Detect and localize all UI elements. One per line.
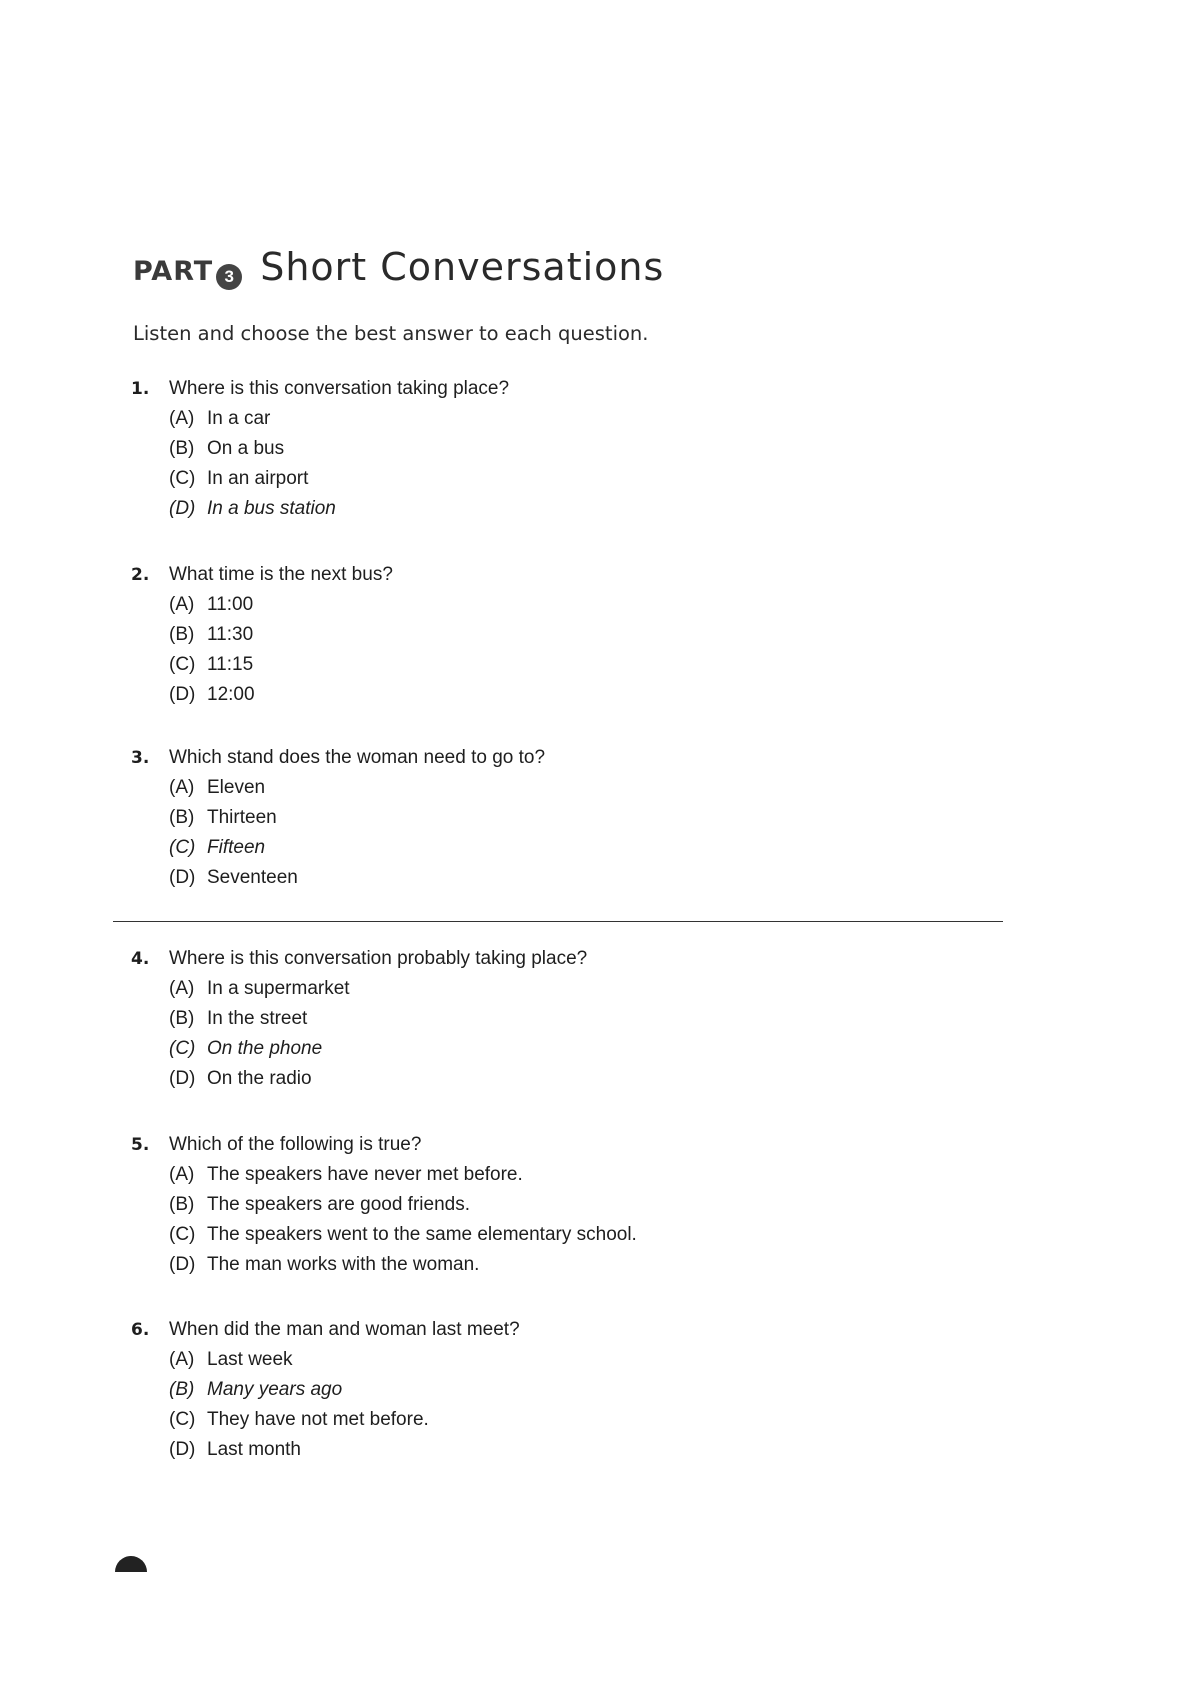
page-tab-icon xyxy=(115,1556,147,1572)
question-1 xyxy=(131,374,951,524)
option-letter: (C) xyxy=(169,1038,196,1059)
option-letter: (B) xyxy=(169,807,195,828)
option-b[interactable] xyxy=(169,434,951,464)
option-letter: (D) xyxy=(169,1068,196,1089)
option-text: Fifteen xyxy=(207,837,266,858)
option-text: In an airport xyxy=(207,468,309,489)
option-letter: (D) xyxy=(169,498,196,519)
question-2 xyxy=(131,560,951,710)
question-number: 6. xyxy=(131,1320,150,1340)
option-a[interactable] xyxy=(169,1345,951,1375)
option-text: The speakers have never met before. xyxy=(207,1164,523,1185)
option-text: On the radio xyxy=(207,1068,312,1089)
option-a[interactable] xyxy=(169,773,951,803)
option-letter: (A) xyxy=(169,777,195,798)
option-letter: (C) xyxy=(169,837,196,858)
option-b[interactable] xyxy=(169,1190,951,1220)
option-text: Eleven xyxy=(207,777,266,798)
option-text: In the street xyxy=(207,1008,308,1029)
option-c[interactable] xyxy=(169,464,951,494)
question-number: 1. xyxy=(131,379,150,399)
option-d[interactable] xyxy=(169,863,951,893)
option-d[interactable] xyxy=(169,1250,951,1280)
option-b[interactable] xyxy=(169,1375,951,1405)
option-letter: (C) xyxy=(169,1409,196,1430)
option-text: Last month xyxy=(207,1439,301,1460)
option-a[interactable] xyxy=(169,974,951,1004)
option-letter: (B) xyxy=(169,624,195,645)
instruction-text: Listen and choose the best answer to each question. xyxy=(133,322,649,345)
option-letter: (A) xyxy=(169,978,195,999)
option-text: On a bus xyxy=(207,438,285,459)
option-letter: (D) xyxy=(169,867,196,888)
option-text: 11:30 xyxy=(207,624,254,645)
question-text: Where is this conversation probably taking place? xyxy=(169,948,588,969)
option-b[interactable] xyxy=(169,620,951,650)
question-text: Which of the following is true? xyxy=(169,1134,422,1155)
option-text: The man works with the woman. xyxy=(207,1254,480,1275)
option-text: Last week xyxy=(207,1349,293,1370)
option-text: Many years ago xyxy=(207,1379,343,1400)
option-text: 11:00 xyxy=(207,594,254,615)
option-b[interactable] xyxy=(169,1004,951,1034)
option-d[interactable] xyxy=(169,1435,951,1465)
option-letter: (A) xyxy=(169,1164,195,1185)
question-3 xyxy=(131,743,951,893)
option-d[interactable] xyxy=(169,1064,951,1094)
option-list xyxy=(131,974,951,1094)
option-text: The speakers went to the same elementary school. xyxy=(207,1224,637,1245)
option-list xyxy=(131,773,951,893)
option-text: Seventeen xyxy=(207,867,298,888)
option-list xyxy=(131,404,951,524)
option-letter: (D) xyxy=(169,684,196,705)
part-title: Short Conversations xyxy=(260,245,665,289)
option-text: The speakers are good friends. xyxy=(207,1194,470,1215)
option-letter: (C) xyxy=(169,1224,196,1245)
option-c[interactable] xyxy=(169,650,951,680)
page-footer xyxy=(115,1556,147,1572)
option-text: In a car xyxy=(207,408,271,429)
option-letter: (B) xyxy=(169,1379,195,1400)
option-list xyxy=(131,590,951,710)
option-c[interactable] xyxy=(169,833,951,863)
option-letter: (C) xyxy=(169,654,196,675)
question-text: Where is this conversation taking place? xyxy=(169,378,510,399)
question-text: What time is the next bus? xyxy=(169,564,393,585)
option-text: Thirteen xyxy=(207,807,277,828)
question-number: 2. xyxy=(131,565,150,585)
option-text: In a supermarket xyxy=(207,978,350,999)
option-d[interactable] xyxy=(169,494,951,524)
option-c[interactable] xyxy=(169,1220,951,1250)
option-c[interactable] xyxy=(169,1034,951,1064)
option-a[interactable] xyxy=(169,590,951,620)
option-letter: (D) xyxy=(169,1439,196,1460)
option-text: 11:15 xyxy=(207,654,254,675)
option-d[interactable] xyxy=(169,680,951,710)
question-4 xyxy=(131,944,951,1094)
option-letter: (B) xyxy=(169,1008,195,1029)
option-list xyxy=(131,1160,951,1280)
option-letter: (B) xyxy=(169,1194,195,1215)
part-label: PART xyxy=(133,256,214,287)
question-6 xyxy=(131,1315,951,1465)
question-text: Which stand does the woman need to go to? xyxy=(169,747,546,768)
question-number: 4. xyxy=(131,949,150,969)
option-text: In a bus station xyxy=(207,498,336,519)
option-letter: (C) xyxy=(169,468,196,489)
option-list xyxy=(131,1345,951,1465)
question-number: 5. xyxy=(131,1135,150,1155)
option-c[interactable] xyxy=(169,1405,951,1435)
option-letter: (D) xyxy=(169,1254,196,1275)
option-a[interactable] xyxy=(169,1160,951,1190)
option-letter: (B) xyxy=(169,438,195,459)
part-number-badge: 3 xyxy=(216,264,242,290)
option-text: 12:00 xyxy=(207,684,255,705)
question-number: 3. xyxy=(131,748,150,768)
option-text: They have not met before. xyxy=(207,1409,429,1430)
option-b[interactable] xyxy=(169,803,951,833)
question-5 xyxy=(131,1130,951,1280)
option-letter: (A) xyxy=(169,594,195,615)
option-text: On the phone xyxy=(207,1038,323,1059)
option-letter: (A) xyxy=(169,1349,195,1370)
option-letter: (A) xyxy=(169,408,195,429)
option-a[interactable] xyxy=(169,404,951,434)
section-divider xyxy=(113,921,1003,922)
question-text: When did the man and woman last meet? xyxy=(169,1319,520,1340)
part-header xyxy=(133,245,664,289)
